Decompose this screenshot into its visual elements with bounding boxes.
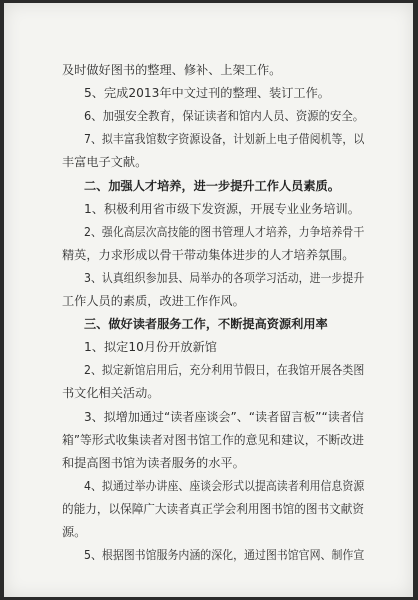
paragraph-line: 2、强化高层次高技能的图书管理人才培养，力争培养骨干: [84, 225, 365, 239]
paragraph-line: 5、根据图书馆服务内涵的深化，通过图书馆官网、制作宣: [84, 548, 365, 562]
paragraph-line: 1、拟定10月份开放新馆: [84, 340, 217, 354]
document-page: [4, 3, 413, 597]
paragraph-line: 和提高图书馆为读者服务的水平。: [62, 456, 245, 470]
paragraph-line: 书文化相关活动。: [62, 386, 160, 400]
paragraph-line: 工作人员的素质，改进工作作风。: [62, 294, 245, 308]
paragraph-line: 丰富电子文献。: [62, 155, 148, 169]
section-heading: 三、做好读者服务工作，不断提高资源利用率: [84, 317, 328, 331]
paragraph-line: 的能力，以保障广大读者真正学会利用图书馆的图书文献资: [62, 502, 364, 516]
paragraph-line: 4、拟通过举办讲座、座谈会形式以提高读者利用信息资源: [84, 479, 365, 493]
paragraph-line: 及时做好图书的整理、修补、上架工作。: [62, 63, 282, 77]
paragraph-line: 6、加强安全教育，保证读者和馆内人员、资源的安全。: [84, 109, 365, 123]
paragraph-line: 箱”等形式收集读者对图书馆工作的意见和建议，不断改进: [62, 433, 364, 447]
paragraph-line: 3、认真组织参加县、局举办的各项学习活动，进一步提升: [84, 271, 365, 285]
paragraph-line: 7、拟丰富我馆数字资源设备，计划新上电子借阅机等，以: [84, 132, 365, 146]
paragraph-line: 2、拟定新馆启用后，充分利用节假日，在我馆开展各类图: [84, 363, 365, 377]
paragraph-line: 5、完成2013年中文过刊的整理、装订工作。: [84, 86, 330, 100]
paragraph-line: 1、积极利用省市级下发资源，开展专业业务培训。: [84, 202, 360, 216]
paragraph-line: 3、拟增加通过“读者座谈会”、“读者留言板”“读者信: [84, 410, 364, 424]
section-heading: 二、加强人才培养，进一步提升工作人员素质。: [84, 179, 340, 193]
paragraph-line: 源。: [62, 525, 87, 539]
paragraph-line: 精英，力求形成以骨干带动集体进步的人才培养氛围。: [62, 248, 355, 262]
